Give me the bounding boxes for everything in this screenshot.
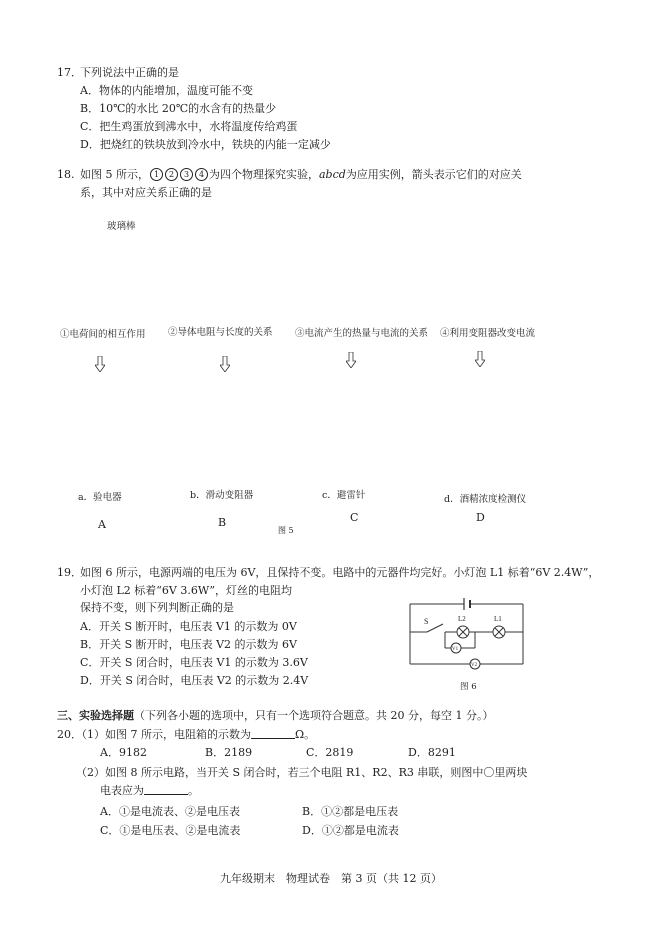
q19-option-b: B．开关 S 断开时，电压表 V2 的示数为 6V [80,638,297,651]
voltmeter-v2-label: V2 [471,663,478,668]
q20-part1-option-a: A．9182 [100,746,147,759]
lamp-l1-label: L1 [494,615,502,623]
experiment-2: ②导体电阻与长度的关系 [168,327,273,338]
q20-part1-unit: Ω。 [295,728,316,741]
application-d: d．酒精浓度检测仪 [444,494,527,505]
q18-number: 18. [57,168,75,181]
circuit-diagram-figure-6 [405,596,530,676]
section-3-heading [57,709,493,723]
q19-option-a: A．开关 S 断开时，电压表 V1 的示数为 0V [80,620,297,633]
page-footer: 九年级期末 物理试卷 第 3 页（共 12 页） [220,872,442,885]
experiment-4: ④利用变阻器改变电流 [440,328,536,339]
circle-number-4: 4 [195,168,208,181]
q18-stem-c: 为应用实例，箭头表示它们的对应关 [345,168,522,181]
q19-line1: 如图 6 所示，电源两端的电压为 6V，且保持不变。电路中的元器件均完好。小灯泡 L1 标着“6V 2.4W”， [80,566,600,579]
q20-part1-option-c: C．2819 [306,746,354,759]
answer-label-a: A [98,518,106,531]
q20-number: 20． [57,728,82,741]
answer-blank [144,784,188,795]
answer-label-d: D [476,511,485,524]
circle-number-1: 1 [150,168,163,181]
q18-stem-line2: 系，其中对应关系正确的是 [80,186,212,199]
q20-part1-stem: （1）如图 7 所示，电阻箱的示数为 [76,728,251,741]
q19-line2: 小灯泡 L2 标着“6V 3.6W”，灯丝的电阻均 [80,584,292,597]
q19-option-d: D．开关 S 闭合时，电压表 V2 的示数为 2.4V [80,674,309,687]
glass-rod-label: 玻璃棒 [107,221,136,232]
answer-label-c: C [350,511,359,524]
q18-stem-abcd: abcd [319,168,346,181]
down-arrow-icon [95,356,105,372]
q17-option-b: B．10℃的水比 20℃的水含有的热量少 [80,102,277,115]
application-a: a．验电器 [78,492,122,503]
lamp-l2-label: L2 [458,615,466,623]
answer-label-b: B [218,516,227,529]
application-c: c．避雷针 [322,490,366,501]
voltmeter-v1-label: V1 [452,647,459,652]
figure-6-caption: 图 6 [460,682,477,692]
q18-stem-b: 为四个物理探究实验， [209,168,319,181]
q19-number: 19． [57,566,82,579]
experiment-3: ③电流产生的热量与电流的关系 [295,328,429,339]
q17-option-a: A．物体的内能增加，温度可能不变 [80,84,253,97]
q20-part1-option-b: B．2189 [205,746,253,759]
down-arrow-icon [475,351,485,367]
circle-number-3: 3 [180,168,193,181]
battery-icon [464,598,470,610]
lamp-l1-icon [493,626,505,638]
q20-part2-option-c: C．①是电压表、②是电流表 [100,824,241,837]
q20-part2-option-b: B．①②都是电压表 [302,805,399,818]
q17-option-c: C．把生鸡蛋放到沸水中，水将温度传给鸡蛋 [80,120,298,133]
q20-part1-option-d: D．8291 [408,746,456,759]
figure-5-caption: 图 5 [278,526,294,535]
answer-blank [251,728,295,739]
down-arrow-icon [220,356,230,372]
section-3-title: 三、实验选择题 [57,709,134,722]
down-arrow-icon [346,352,356,368]
experiment-1: ①电荷间的相互作用 [60,329,146,340]
q20-part2-stem: 电表应为 [100,784,144,797]
q18-stem-line1 [80,168,522,182]
q20-part2-line1: （2）如图 8 所示电路，当开关 S 闭合时，若三个电阻 R1、R2、R3 串联，则图中〇里两块 [76,766,528,779]
application-b: b．滑动变阻器 [190,490,254,501]
q17-stem: 下列说法中正确的是 [80,66,179,79]
q17-option-d: D．把烧红的铁块放到冷水中，铁块的内能一定减少 [80,138,331,151]
circle-number-2: 2 [165,168,178,181]
q18-stem-a: 如图 5 所示， [80,168,149,181]
q20-part2-option-d: D．①②都是电流表 [302,824,399,837]
q19-line3: 保持不变，则下列判断正确的是 [80,601,234,614]
q20-part2-option-a: A．①是电流表、②是电压表 [100,805,240,818]
q20-part1 [76,728,315,742]
switch-label: S [424,617,429,626]
q20-part2-end: 。 [188,784,199,797]
q20-part2-line2 [100,784,199,798]
q19-option-c: C．开关 S 闭合时，电压表 V1 的示数为 3.6V [80,656,308,669]
section-3-note: （下列各小题的选项中，只有一个选项符合题意。共 20 分，每空 1 分。） [134,709,494,722]
lamp-l2-icon [457,626,469,638]
q17-number: 17． [57,66,82,79]
